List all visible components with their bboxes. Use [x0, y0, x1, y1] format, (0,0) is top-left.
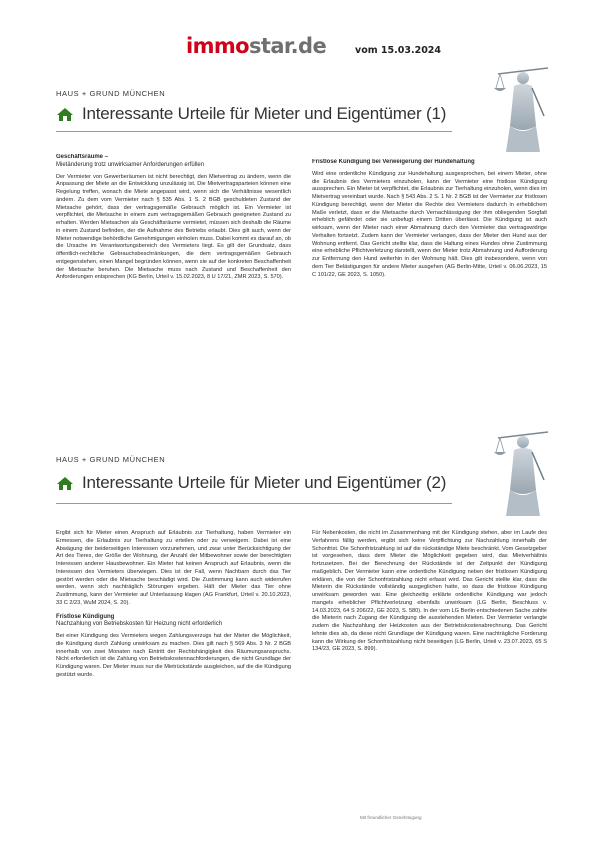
article1-left-subheading: Mietänderung trotz unwirksamer Anforderungen erfüllen	[56, 161, 205, 168]
article2-left-body: Ergibt sich für Mieter einen Anspruch auf Erlaubnis zur Tierhaltung, haben Vermieter ein Ermessen, die Erlaubnis zur Tierhaltung zu erteilen oder zu verweigern. Dabei ist eine Abwägung der beiderseitigen Interessen vorzunehmen, und zwar unter Berücksichtigung der Art des Tieres, der Größe der Wohnung, der Anzahl der Mitbewohner sowie der berechtigten Interessen anderer Hausbewohner. Ein Mieter hat keinen Anspruch auf Erlaubnis, wenn die Interessen des Vermieters überwiegen. Dies ist der Fall, wenn Nachbarn durch das Tier gestört werden oder die Mietsache beschädigt wird. Die Zustimmung kann auch widerrufen werden, wenn sich nachträglich Störungen ergeben. Hält der Mieter das Tier ohne Zustimmung, kann der Vermieter auf Unterlassung klagen (AG Frankfurt, Urteil v. 20.10.2023, 33 C 2/23, WuM 2024, S. 20).	[56, 530, 291, 606]
logo-part2: star.de	[249, 34, 327, 58]
article1-right-body: Wird eine ordentliche Kündigung zur Hundehaltung ausgesprochen, bei einem Mieter, ohne die Erlaubnis des Vermieters einzuholen, kann der Vermieter eine fristlose Kündigung aussprechen. Ein Mieter ist verpflichtet, die Erlaubnis zur Tierhaltung einzuholen, wenn dies im Mietvertrag vereinbart wurde. Nach § 543 Abs. 2 S. 1 Nr. 2 BGB ist der Vermieter zur fristlosen Kündigung berechtigt, wenn der Mieter die Rechte des Vermieters dadurch in erheblichem Maße verletzt, dass er die Mietsache durch Vernachlässigung der ihm obliegenden Sorgfalt erheblich gefährdet oder sie unbefugt einem Dritten überlässt. Die Kündigung ist auch wirksam, wenn der Mieter nach einer Abmahnung durch den Vermieter das vertragswidrige Verhalten fortsetzt. Zudem kann der Vermieter verlangen, dass der Mieter den Hund aus der Wohnung entfernt. Das Gericht stellte klar, dass die Haltung eines Hundes ohne Zustimmung eine erhebliche Pflichtverletzung darstellt, wenn der Mieter trotz Abmahnung und Aufforderung zur Entfernung den Hund weiterhin in der Wohnung hält. Dies gilt insbesondere, wenn von dem Tier Belästigungen für andere Mieter ausgehen (AG Berlin-Mitte, Urteil v. 06.06.2023, 15 C 101/22, GE 2023, S. 1050).	[312, 170, 547, 278]
article1-section-label: HAUS + GRUND MÜNCHEN	[56, 89, 166, 98]
article2-left-column	[56, 530, 291, 820]
article2-left-subheading: Nachzahlung von Betriebskosten für Heizung nicht erforderlich	[56, 621, 223, 628]
article2-section-label: HAUS + GRUND MÜNCHEN	[56, 455, 166, 464]
footer-note: Mit freundlicher Genehmigung	[360, 815, 422, 820]
article2-right-body: Für Nebenkosten, die nicht im Zusammenhang mit der Kündigung stehen, aber im Laufe des Verfahrens fällig werden, ergibt sich keine Verpflichtung zur Nachzahlung innerhalb der Schonfrist. Die Schonfristzahlung ist auf die rückständige Miete beschränkt. Vom Gesetzgeber ist vorgesehen, dass dem Mieter die Möglichkeit gegeben wird, das Mietverhältnis fortzusetzen. Bei der Berechnung der Rückstände ist der Zeitpunkt der Kündigung maßgeblich. Der Vermieter kann eine ordentliche Kündigung neben der fristlosen Kündigung erklären, die von der Schonfristzahlung nicht erfasst wird. Das Gericht stellte klar, dass die Mieterin die Rückstände vollständig ausgeglichen hatte, so dass die fristlose Kündigung unwirksam geworden war. Eine gleichzeitig erklärte ordentliche Kündigung war jedoch mangels erheblicher Pflichtverletzung ebenfalls unwirksam (LG Berlin, Beschluss v. 14.03.2023, 64 S 206/22, GE 2023, S. 580). In der vom LG Berlin entschiedenen Sache zahlte die Mieterin nach Zugang der Kündigung die ausstehenden Mieten. Der Vermieter verlangte zudem die Nachzahlung der Heizkosten aus der Betriebskostenabrechnung. Das Gericht lehnte dies ab, da diese nicht Grundlage der Kündigung waren. Eine nachträgliche Forderung kann die Wirkung der Schonfristzahlung nicht beseitigen (LG Berlin, Urteil v. 23.07.2023, 65 S 134/23, GE 2023, S. 899).	[312, 530, 547, 653]
article1-left-heading: Geschäftsräume –	[56, 154, 109, 160]
house-icon	[56, 107, 74, 122]
article2-divider	[56, 503, 452, 504]
article2-title: Interessante Urteile für Mieter und Eigentümer (2)	[82, 473, 447, 492]
logo-part1: immo	[186, 34, 249, 58]
article1-right-heading: Fristlose Kündigung bei Verweigerung der Hundehaltung	[312, 159, 475, 165]
article2-right-column	[312, 530, 547, 810]
article1-title: Interessante Urteile für Mieter und Eigentümer (1)	[82, 104, 447, 123]
house-icon	[56, 476, 74, 491]
justitia-statue-icon	[492, 420, 554, 518]
publication-date: vom 15.03.2024	[355, 45, 442, 56]
article1-divider	[56, 131, 452, 132]
article1-right-column	[312, 159, 547, 428]
article2-left-heading: Fristlose Kündigung	[56, 613, 115, 620]
article2-title-row	[56, 473, 446, 493]
immostar-logo	[186, 34, 326, 58]
article2-left-body2: Bei einer Kündigung des Vermieters wegen Zahlungsverzugs hat der Mieter die Möglichkeit, die Kündigung durch Zahlung unwirksam zu machen. Dies gilt nach § 569 Abs. 3 Nr. 2 BGB innerhalb von zwei Monaten nach Eintritt der Rechtshängigkeit des Räumungsanspruchs. Nicht erforderlich ist die Zahlung von Betriebskostennachforderungen, die nicht Grundlage der Kündigung waren. Der Mieter muss nur die Mietrückstände ausgleichen, auf die die Kündigung gestützt wurde.	[56, 633, 291, 678]
article1-left-body: Der Vermieter von Gewerberäumen ist nicht berechtigt, den Mietvertrag zu ändern, wenn die Anpassung der Miete an die Entwicklung unzulässig ist. Die Mietvertragsparteien können eine Regelung treffen, wonach die Miete angepasst wird, wenn sich die Verhältnisse wesentlich ändern. Zu dem vom Vermieter nach § 535 Abs. 1 S. 2 BGB geschuldeten Zustand der Mietsache gehört, dass der vertragsgemäße Gebrauch möglich ist. Ein Vermieter ist verpflichtet, die Mietsache in einem zum vertragsgemäßen Gebrauch geeigneten Zustand zu erhalten. Werden Mietsachen als Geschäftsräume vermietet, müssen sich deshalb die Räume in einem Zustand befinden, der die Aufnahme des Betriebs erlaubt. Dies gilt auch, wenn der Mieter notwendige behördliche Genehmigungen einholen muss. Dabei kommt es darauf an, ob die Ursache im Verantwortungsbereich des Vermieters liegt. Es gilt der Grundsatz, dass öffentlich-rechtliche Gebrauchsbeschränkungen, die dem vertragsgemäßen Gebrauch entgegenstehen, einen Mangel begründen können, wenn sie auf der konkreten Beschaffenheit der Mietsache beruhen. Die Mietsache muss nach Zustand und Beschaffenheit den Anforderungen entsprechen (KG Berlin, Urteil v. 15.02.2023, 8 U 17/21, ZMR 2023, S. 570).	[56, 173, 291, 281]
justitia-statue-icon	[492, 56, 554, 154]
article1-title-row	[56, 104, 446, 124]
article1-left-column	[56, 154, 291, 428]
